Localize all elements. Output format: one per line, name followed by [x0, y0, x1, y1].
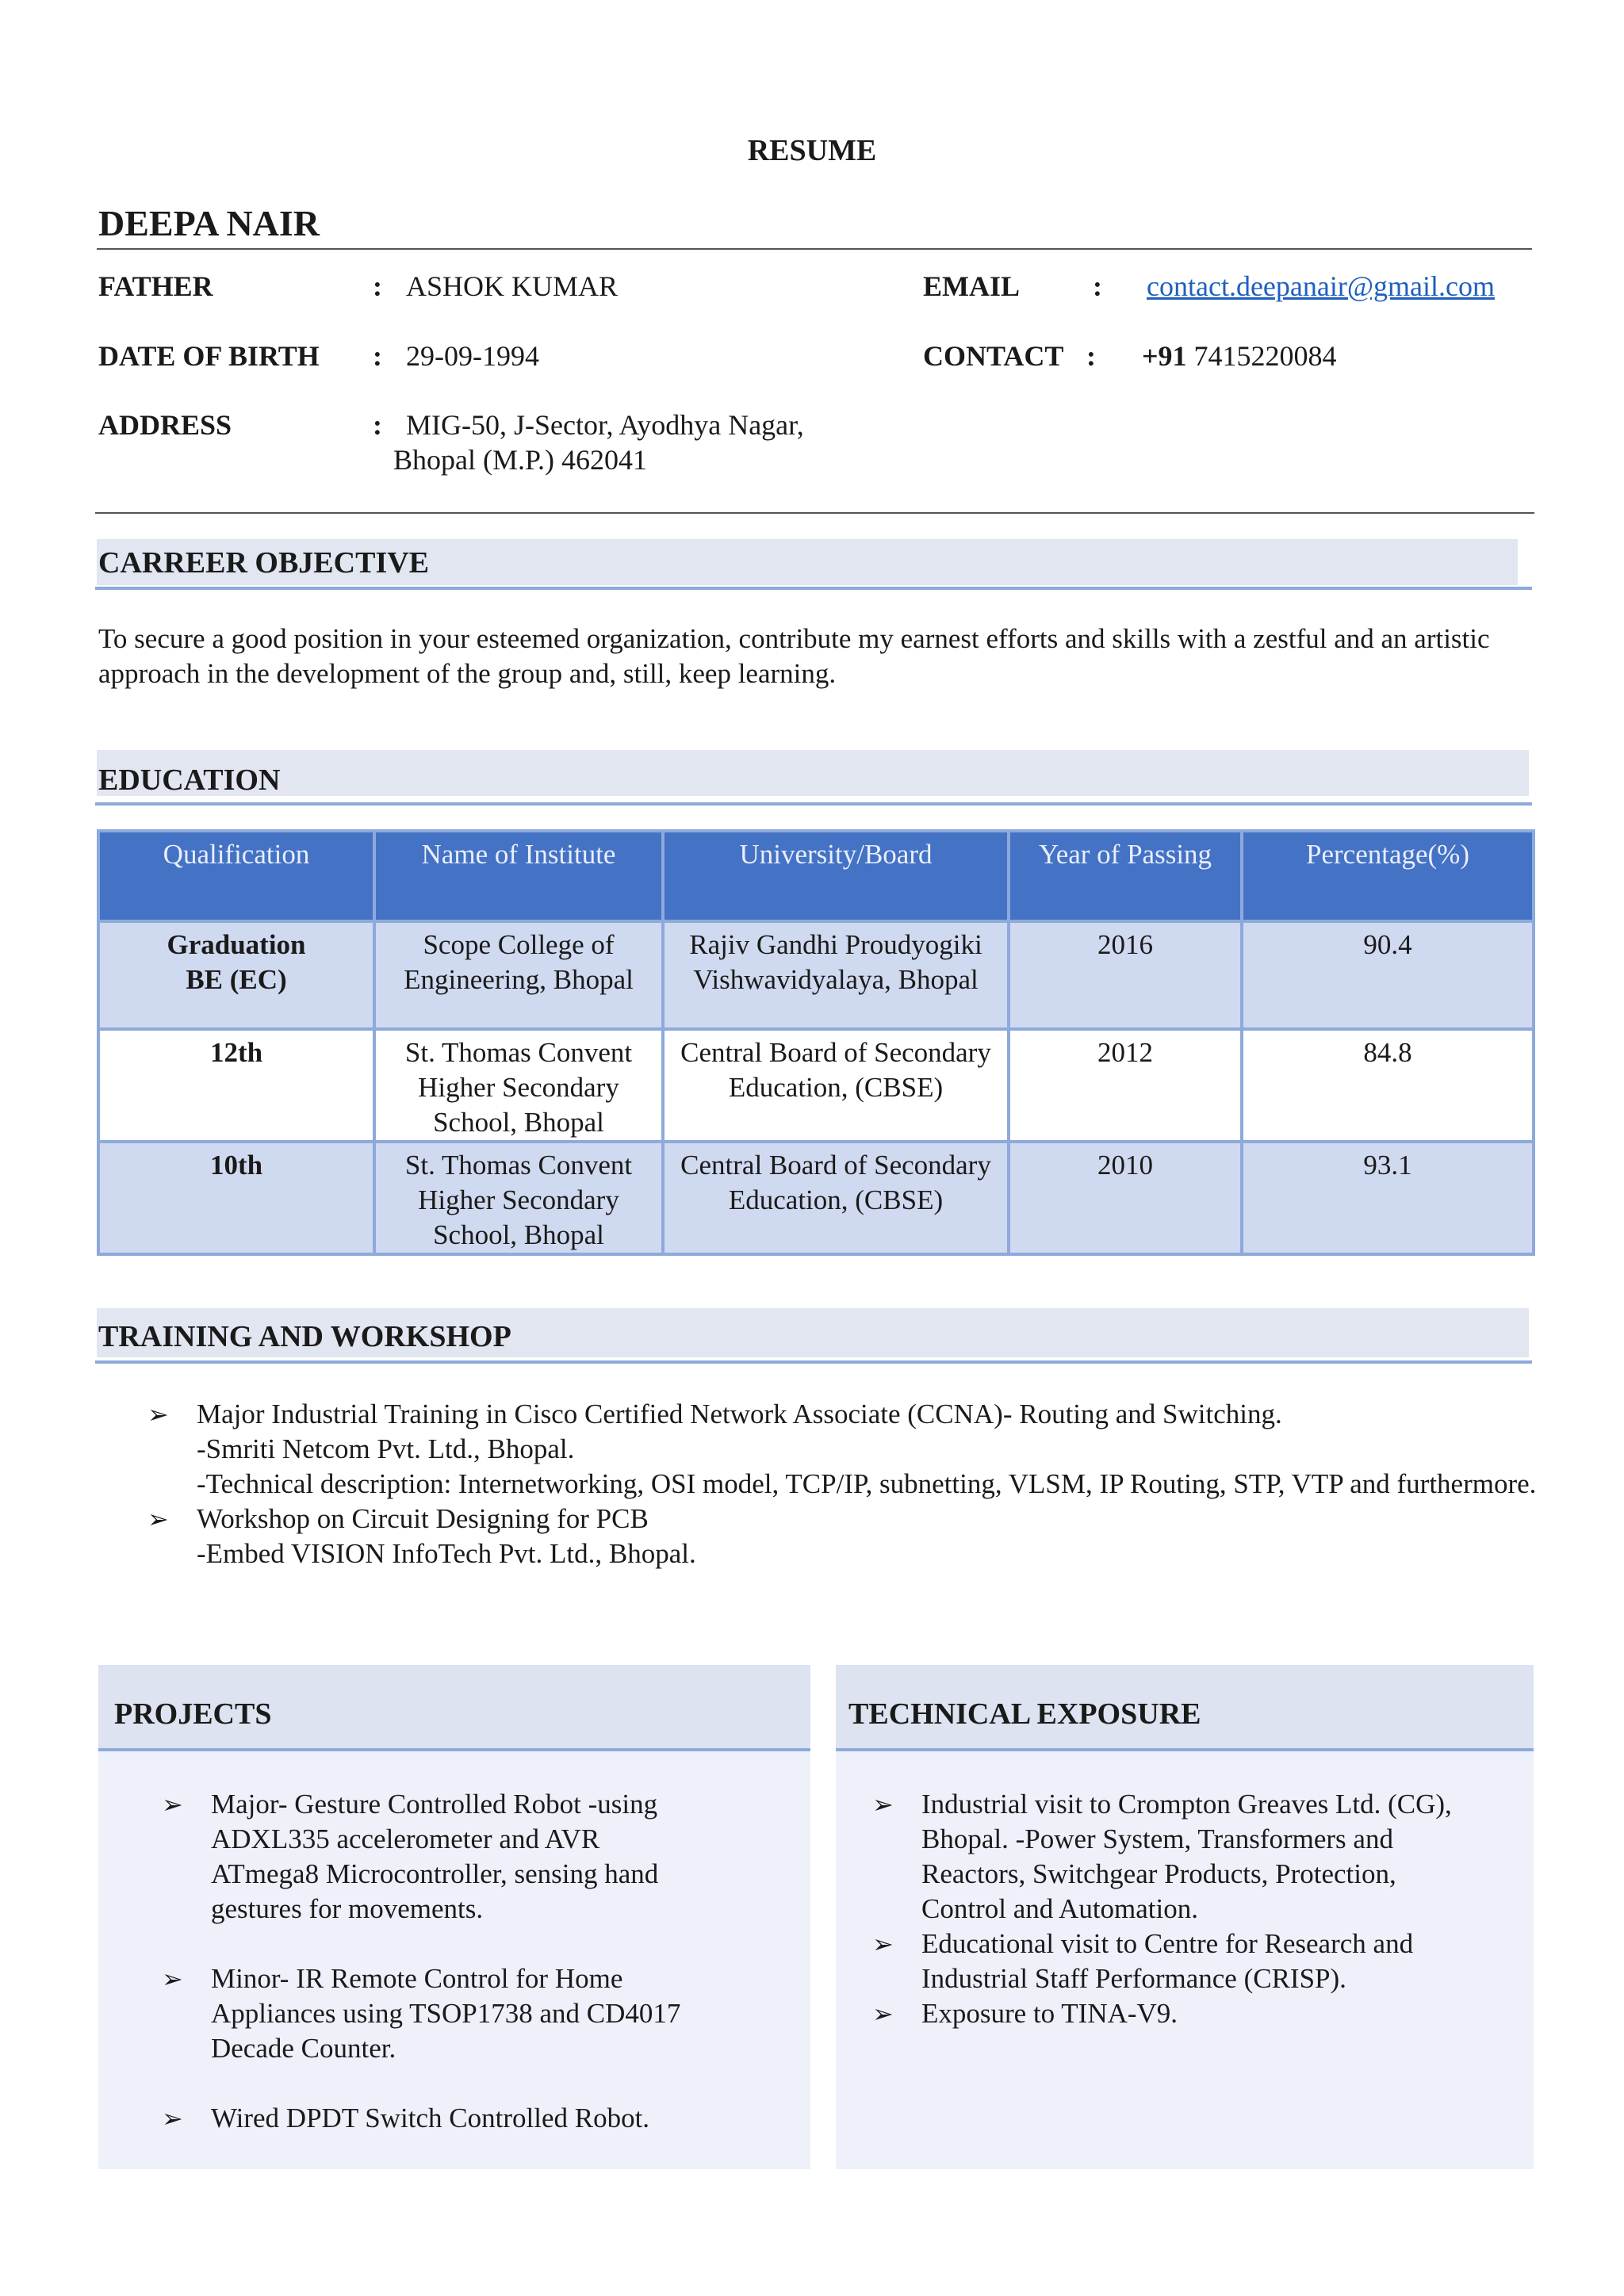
arrowhead-bullet-icon: ➢ — [162, 1790, 183, 1819]
year-cell: 2010 — [1009, 1142, 1242, 1254]
technical-text: Industrial visit to Crompton Greaves Ltd. (CG), Bhopal. -Power System, Transformers and Reactors, Switchgear Products, Protection, Control and Automation. — [921, 1789, 1452, 1924]
projects-panel — [98, 1665, 810, 2169]
objective-text: To secure a good position in your esteemed organization, contribute my earnest efforts and skills with a zestful and an artistic approach in the development of the group and, still, keep learning. — [98, 623, 1490, 689]
qualification-line: Graduation — [167, 929, 306, 960]
percentage-cell: 84.8 — [1242, 1029, 1534, 1142]
email-colon: : — [1093, 270, 1102, 302]
arrowhead-bullet-icon: ➢ — [147, 1400, 169, 1429]
board-cell: Rajiv Gandhi Proudyogiki Vishwavidyalaya, Bhopal — [663, 921, 1009, 1029]
header-year: Year of Passing — [1009, 831, 1242, 921]
technical-text: Exposure to TINA-V9. — [921, 1998, 1178, 2029]
qualification-subline: BE (EC) — [186, 964, 287, 995]
address-line-1: MIG-50, J-Sector, Ayodhya Nagar, — [406, 409, 804, 441]
header-board: University/Board — [663, 831, 1009, 921]
list-item — [872, 1996, 1507, 2031]
dob-value: 29-09-1994 — [406, 340, 539, 372]
table-row — [98, 1029, 1534, 1142]
table-row — [98, 921, 1534, 1029]
training-line: -Smriti Netcom Pvt. Ltd., Bhopal. — [197, 1433, 575, 1464]
project-text: Wired DPDT Switch Controlled Robot. — [211, 2103, 650, 2133]
email-label: EMAIL — [923, 270, 1021, 302]
year-cell: 2012 — [1009, 1029, 1242, 1142]
contact-number: 7415220084 — [1193, 340, 1337, 372]
header-qualification: Qualification — [98, 831, 374, 921]
arrowhead-bullet-icon: ➢ — [162, 1965, 183, 1993]
projects-heading: PROJECTS — [114, 1697, 272, 1731]
table-row — [98, 1142, 1534, 1254]
education-heading: EDUCATION — [98, 763, 281, 797]
arrowhead-bullet-icon: ➢ — [872, 1930, 894, 1958]
technical-text: Educational visit to Centre for Research and Industrial Staff Performance (CRISP). — [921, 1928, 1414, 1994]
board-cell: Central Board of Secondary Education, (CBSE) — [663, 1142, 1009, 1254]
qualification-cell — [98, 921, 374, 1029]
training-line: -Embed VISION InfoTech Pvt. Ltd., Bhopal. — [197, 1538, 696, 1569]
qualification-cell: 10th — [98, 1142, 374, 1254]
year-cell: 2016 — [1009, 921, 1242, 1029]
list-item — [162, 1961, 734, 2066]
project-text: Minor- IR Remote Control for Home Appliances using TSOP1738 and CD4017 Decade Counter. — [211, 1963, 681, 2064]
address-colon: : — [373, 409, 382, 441]
projects-list — [162, 1787, 796, 2136]
header-institute: Name of Institute — [374, 831, 663, 921]
education-table — [97, 829, 1535, 1256]
institute-cell: St. Thomas Convent Higher Secondary School, Bhopal — [374, 1142, 663, 1254]
training-line: -Technical description: Internetworking, OSI model, TCP/IP, subnetting, VLSM, IP Routing, STP, VTP and furthermore. — [197, 1468, 1537, 1499]
technical-panel — [836, 1665, 1534, 2169]
objective-heading: CARREER OBJECTIVE — [98, 546, 430, 580]
list-item — [147, 1397, 1543, 1502]
dob-colon: : — [373, 340, 382, 372]
arrowhead-bullet-icon: ➢ — [872, 1790, 894, 1819]
arrowhead-bullet-icon: ➢ — [147, 1505, 169, 1533]
list-item — [147, 1502, 1543, 1571]
institute-cell: Scope College of Engineering, Bhopal — [374, 921, 663, 1029]
list-item — [162, 2101, 796, 2136]
training-line: Workshop on Circuit Designing for PCB — [197, 1503, 649, 1534]
header-percentage: Percentage(%) — [1242, 831, 1534, 921]
father-value: ASHOK KUMAR — [406, 270, 619, 302]
address-label: ADDRESS — [98, 409, 232, 441]
project-text: Major- Gesture Controlled Robot -using ADXL335 accelerometer and AVR ATmega8 Microcontroller, sensing hand gestures for movements. — [211, 1789, 659, 1924]
percentage-cell: 90.4 — [1242, 921, 1534, 1029]
contact-value — [1142, 339, 1337, 373]
table-header-row — [98, 831, 1534, 921]
contact-colon: : — [1086, 340, 1096, 372]
arrowhead-bullet-icon: ➢ — [872, 1999, 894, 2028]
objective-rule — [95, 587, 1532, 590]
arrowhead-bullet-icon: ➢ — [162, 2104, 183, 2133]
list-item — [872, 1787, 1477, 1927]
training-heading: TRAINING AND WORKSHOP — [98, 1320, 511, 1353]
board-cell: Central Board of Secondary Education, (CBSE) — [663, 1029, 1009, 1142]
info-divider — [95, 512, 1534, 514]
training-rule — [95, 1360, 1532, 1364]
education-rule — [95, 802, 1532, 806]
name-divider — [97, 248, 1532, 250]
technical-list — [872, 1787, 1507, 2031]
candidate-name: DEEPA NAIR — [98, 203, 320, 243]
father-colon: : — [373, 270, 382, 302]
document-title: RESUME — [747, 134, 877, 167]
technical-heading: TECHNICAL EXPOSURE — [848, 1697, 1201, 1731]
email-link[interactable]: contact.deepanair@gmail.com — [1147, 270, 1495, 302]
contact-label: CONTACT — [923, 340, 1064, 372]
address-line-2: Bhopal (M.P.) 462041 — [393, 444, 648, 476]
qualification-cell: 12th — [98, 1029, 374, 1142]
training-line: Major Industrial Training in Cisco Certified Network Associate (CCNA)- Routing and Switching. — [197, 1399, 1282, 1429]
dob-label: DATE OF BIRTH — [98, 340, 320, 372]
father-label: FATHER — [98, 270, 213, 302]
list-item — [162, 1787, 703, 1927]
contact-prefix: +91 — [1142, 340, 1187, 372]
education-band — [97, 750, 1529, 796]
percentage-cell: 93.1 — [1242, 1142, 1534, 1254]
training-list — [147, 1397, 1543, 1571]
list-item — [872, 1927, 1492, 1996]
institute-cell: St. Thomas Convent Higher Secondary School, Bhopal — [374, 1029, 663, 1142]
